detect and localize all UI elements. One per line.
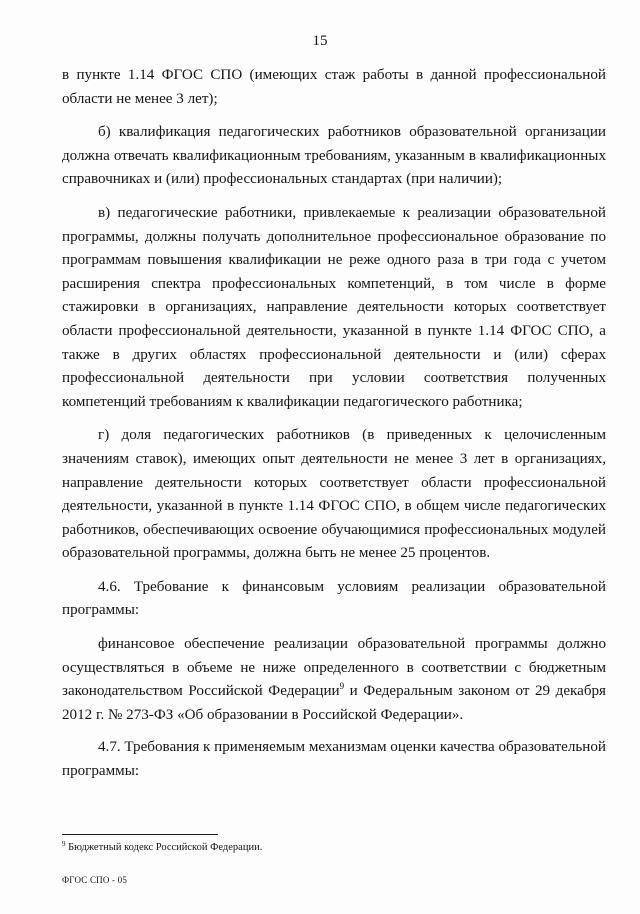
document-code: ФГОС СПО - 05 xyxy=(62,875,128,885)
page-number: 15 xyxy=(312,33,328,49)
document-body xyxy=(62,64,606,794)
paragraph-financial-support xyxy=(62,633,606,727)
footnote-divider xyxy=(62,834,218,835)
paragraph-item-b: б) квалификация педагогических работников образовательной организации должна отвечать квалификационным требованиям, указанным в квалификационных справочниках и (или) профессиональных стандартах (при наличии); xyxy=(62,124,606,188)
footnote-reference[interactable]: 9 xyxy=(339,681,345,692)
paragraph-section-4-7: 4.7. Требования к применяемым механизмам оценки качества образовательной программы: xyxy=(62,739,606,780)
paragraph-continuation: в пункте 1.14 ФГОС СПО (имеющих стаж работы в данной профессиональной области не менее 3 лет); xyxy=(62,67,606,107)
financial-text-start: финансовое обеспечение реализации образовательной программы должно осуществляться в объеме не ниже определенного в соответствии с бюджетным законодательством Российской Федерации xyxy=(62,636,606,700)
financial-text-end: и Федеральным законом от 29 декабря 2012 г. № 273-ФЗ «Об образовании в Российской Федерации». xyxy=(62,683,606,723)
footnote-text: Бюджетный кодекс Российской Федерации. xyxy=(68,842,263,853)
paragraph-item-v: в) педагогические работники, привлекаемые к реализации образовательной программы, должны получать дополнительное профессиональное образование по программам повышения квалификации не реже одного раза в три года с учетом расширения спектра профессиональных компетенций, в том числе в форме стажировки в организациях, направление деятельности которых соответствует области профессиональной деятельности, указанной в пункте 1.14 ФГОС СПО, а также в других областях профессиональной деятельности и (или) сферах профессиональной деятельности при условии соответствия полученных компетенций требованиям к квалификации педагогического работника; xyxy=(62,204,606,410)
paragraph-section-4-6: 4.6. Требование к финансовым условиям реализации образовательной программы: xyxy=(62,578,606,619)
paragraph-item-g: г) доля педагогических работников (в приведенных к целочисленным значениям ставок), имеющих опыт деятельности не менее 3 лет в организациях, направление деятельности которых соответствует области профессиональной деятельности, указанной в пункте 1.14 ФГОС СПО, в общем числе педагогических работников, обеспечивающих освоение обучающимися профессиональных модулей образовательной программы, должна быть не менее 25 процентов. xyxy=(62,427,606,562)
footnote xyxy=(62,841,262,854)
footnote-mark: 9 xyxy=(62,840,66,848)
